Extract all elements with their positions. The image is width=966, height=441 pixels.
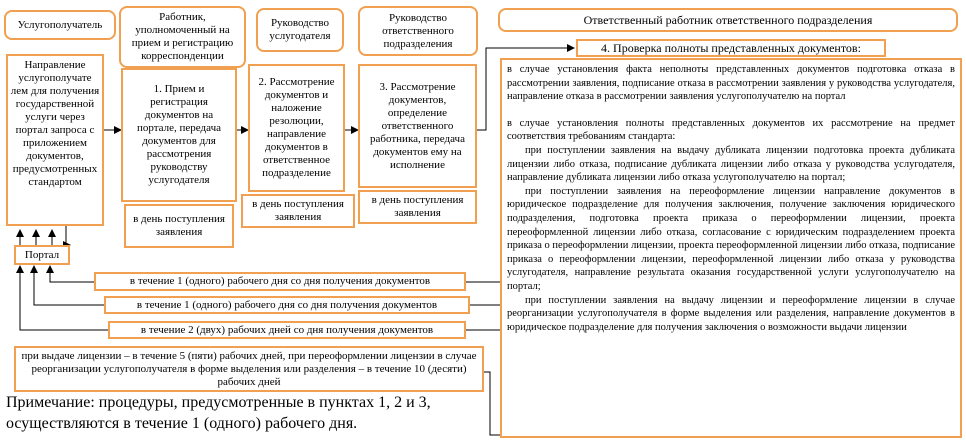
step3-time-box xyxy=(358,190,477,224)
step1-text: 1. Прием и регистрация документов на портале, передача документов для рассмотрения руководству услугодателя xyxy=(137,83,221,186)
timeline-3-text: в течение 2 (двух) рабочих дней со дня получения документов xyxy=(140,323,434,336)
step1-time-text: в день поступления заявления xyxy=(133,213,225,238)
header-department-management-label: Руководство ответственного подразделения xyxy=(382,11,454,50)
header-responsible-worker-label: Ответственный работник ответственного подразделения xyxy=(583,12,873,27)
step2-box xyxy=(248,64,345,192)
step1-box xyxy=(121,68,237,202)
step2-time-box xyxy=(241,194,355,228)
timeline-4-box xyxy=(14,346,484,392)
step4-paragraph-1: в случае установления факта неполноты представленных документов подготовка отказа в рассмотрении заявления, подписание отказа в рассмотрении заявления у руководства услугодателя, направление отказа в рассмотрении заявления услугополучателю на портал xyxy=(507,64,955,103)
recipient-request-box xyxy=(6,54,104,226)
arrow-recipient-to-portal xyxy=(66,226,70,245)
timeline-2-box xyxy=(104,296,470,314)
step4-paragraph-4: при поступлении заявления на переоформление лицензии направление документов в юридическое подразделение для получения заключения, получение заключения юридического подразделения, подготовка проекта приказа о переоформлении лицензии, проекта переоформленной лицензии либо отказа, согласование с юридическим подразделением проекта приказа о переоформлении лицензии, проекта переоформленной лицензии либо отказа, подписание приказа о переоформлении лицензии, переоформленной лицензии либо отказа у руководства услугодателя, направление результата оказания государственной услуги услугополучателю на портал; xyxy=(507,185,955,292)
header-service-recipient xyxy=(4,10,116,40)
header-service-provider-management xyxy=(256,8,344,52)
step1-time-box xyxy=(124,204,234,248)
step4-title-text: 4. Проверка полноты представленных документов: xyxy=(601,40,861,55)
portal-box xyxy=(14,245,70,265)
timeline-2-text: в течение 1 (одного) рабочего дня со дня получения документов xyxy=(136,298,438,311)
step2-text: 2. Рассмотрение документов и наложение резолюции, направление документов в ответственное подразделение xyxy=(258,76,335,179)
step4-paragraph-3: при поступлении заявления на выдачу дубликата лицензии подготовка проекта дубликата лицензии либо отказа, подписание дубликата лицензии либо отказа у руководства услугодателя, направление дубликата лицензии либо отказа услугополучателю на портал; xyxy=(507,144,955,184)
timeline-3-box xyxy=(108,321,466,339)
recipient-request-text: Направление услугополучате лем для получения государственной услуги через портал запроса с приложением документов, предусмотренных стандартом xyxy=(10,59,100,188)
step4-title-box xyxy=(576,39,886,57)
step4-body-box xyxy=(500,58,962,438)
step3-box xyxy=(358,64,477,188)
header-department-management xyxy=(358,6,478,56)
header-service-recipient-label: Услугополучатель xyxy=(17,18,103,31)
footnote: Примечание: процедуры, предусмотренные в пунктах 1, 2 и 3, осуществляются в течение 1 (одного) рабочего дня. xyxy=(6,394,431,432)
header-service-provider-management-label: Руководство услугодателя xyxy=(269,17,331,42)
step3-text: 3. Рассмотрение документов, определение ответственного работника, передача документов ему на исполнение xyxy=(370,80,465,171)
header-responsible-worker xyxy=(498,8,958,32)
portal-label: Портал xyxy=(24,248,60,261)
step3-time-text: в день поступления заявления xyxy=(371,194,464,219)
header-reception-worker-label: Работник, уполномоченный на прием и регистрацию корреспонденции xyxy=(131,11,234,62)
timeline-1-text: в течение 1 (одного) рабочего дня со дня получения документов xyxy=(129,275,431,287)
timeline-4-text: при выдаче лицензии – в течение 5 (пяти) рабочих дней, при переоформлении лицензии в случае реорганизации услугополучателя в форме выделения или разделения – в течение 10 (десяти) рабочих дней xyxy=(21,349,477,388)
step2-time-text: в день поступления заявления xyxy=(252,198,344,223)
step4-paragraph-2: в случае установления полноты представленных документов их рассмотрение на предмет соответствия требованиям стандарта: xyxy=(507,117,955,143)
header-reception-worker xyxy=(119,6,246,68)
timeline-1-box xyxy=(94,272,466,291)
step4-paragraph-5: при поступлении заявления на выдачу лицензии и переоформление лицензии в случае реорганизации услугополучателя в форме выделения или разделения, направление документов в юридическое подразделение для получения заключения о возможности выдачи лицензии xyxy=(507,294,955,333)
